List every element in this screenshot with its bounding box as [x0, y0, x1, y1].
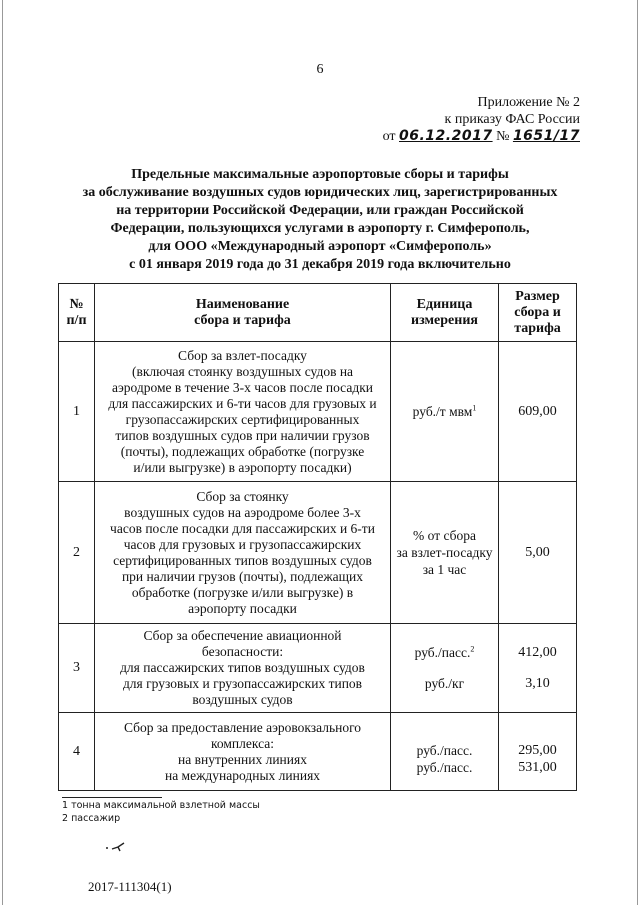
row-unit: руб./т мвм$^1$: [391, 342, 499, 482]
footnote-1: 1 тонна максимальной взлетной массы: [62, 800, 260, 811]
row-unit: % от сбора за взлет-посадку за 1 час: [391, 482, 499, 624]
row-value: 5,00: [499, 482, 577, 624]
row-value: 609,00: [499, 342, 577, 482]
document-title: [40, 166, 600, 274]
row-name: Сбор за предоставление аэровокзального комплекса: на внутренних линиях на международных линиях: [95, 713, 391, 791]
table-row: [59, 713, 577, 791]
handwritten-date: 06.12.2017: [399, 128, 493, 144]
footnote-2: 2 пассажир: [62, 813, 121, 824]
tariffs-table: [58, 283, 577, 791]
document-registration-number: 2017-111304(1): [88, 879, 172, 894]
table-row: [59, 342, 577, 482]
row-unit: руб./пасс.$^2$ руб./кг: [391, 624, 499, 713]
table-row: [59, 624, 577, 713]
title-line: Предельные максимальные аэропортовые сборы и тарифы: [131, 167, 509, 182]
row-value: 295,00 531,00: [499, 713, 577, 791]
header-num: № п/п: [59, 284, 95, 342]
appendix-title: Приложение № 2: [477, 95, 580, 110]
appendix-header: [380, 94, 580, 145]
title-line: на территории Российской Федерации, или граждан Российской: [116, 203, 524, 218]
row-unit: руб./пасс. руб./пасс.: [391, 713, 499, 791]
appendix-order-ref: к приказу ФАС России: [444, 112, 580, 127]
header-value: Размер сбора и тарифа: [499, 284, 577, 342]
footnote-ref: 2: [470, 644, 475, 654]
row-name: Сбор за обеспечение авиационной безопасности: для пассажирских типов воздушных судов для грузовых и грузопассажирских типов воздушных судов: [95, 624, 391, 713]
footnote-ref: 1: [472, 403, 477, 413]
handwritten-order-number: 1651/17: [512, 128, 580, 144]
row-num: 1: [59, 342, 95, 482]
table-header-row: [59, 284, 577, 342]
row-value: 412,00 3,10: [499, 624, 577, 713]
scan-edge-left: [2, 0, 3, 905]
row-num: 2: [59, 482, 95, 624]
header-name: Наименование сбора и тарифа: [95, 284, 391, 342]
title-line: с 01 января 2019 года до 31 декабря 2019 года включительно: [129, 257, 511, 272]
title-line: Федерации, пользующихся услугами в аэропорту г. Симферополь,: [110, 221, 530, 236]
row-name: Сбор за стоянку воздушных судов на аэродроме более 3-х часов после посадки для пассажирских и 6-ти часов для грузовых и грузопассажирских сертифицированных типов воздушных судов при наличии грузов (почты), подлежащих обработке (погрузке и/или выгрузке) в аэропорту посадки: [95, 482, 391, 624]
page-number: 6: [316, 62, 324, 77]
appendix-date-line: [380, 128, 580, 145]
pen-mark: [104, 842, 126, 852]
title-line: за обслуживание воздушных судов юридических лиц, зарегистрированных: [82, 185, 558, 200]
footnote-separator: [62, 797, 162, 798]
table-row: [59, 482, 577, 624]
number-prefix: №: [496, 129, 510, 144]
row-num: 4: [59, 713, 95, 791]
scan-edge-right: [637, 0, 638, 905]
title-line: для ООО «Международный аэропорт «Симферополь»: [148, 239, 492, 254]
header-unit: Единица измерения: [391, 284, 499, 342]
row-name: Сбор за взлет-посадку (включая стоянку воздушных судов на аэродроме в течение 3-х часов после посадки для пассажирских и 6-ти часов для грузовых и грузопассажирских сертифицированных типов воздушных судов при наличии грузов (почты), подлежащих обработке (погрузке и/или выгрузке) в аэропорту посадки): [95, 342, 391, 482]
from-prefix: от: [382, 129, 396, 144]
row-num: 3: [59, 624, 95, 713]
